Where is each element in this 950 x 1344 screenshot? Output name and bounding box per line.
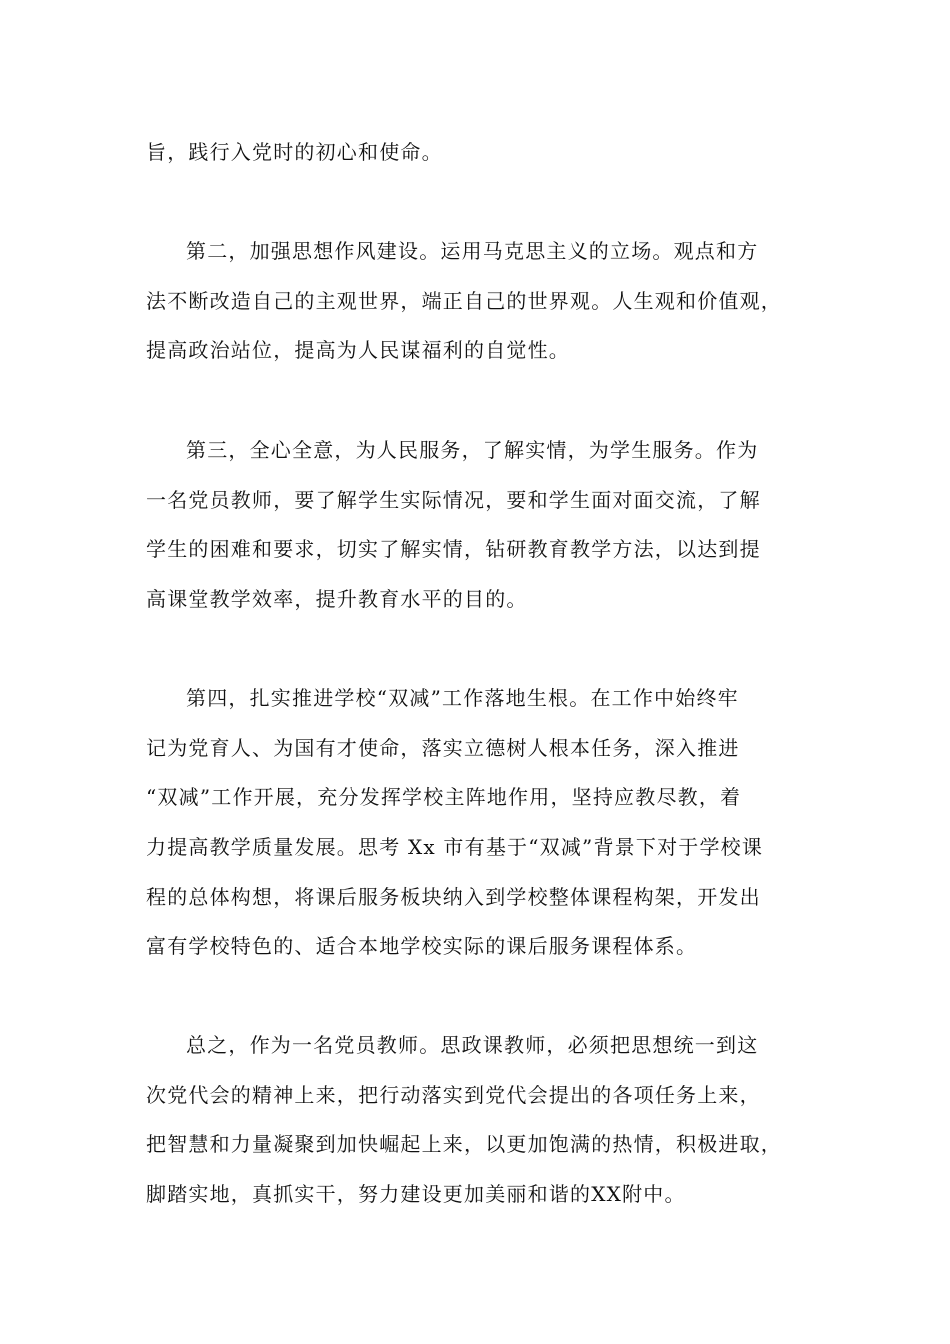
paragraph-conclusion [146,1021,826,1220]
text-line: 高课堂教学效率，提升教育水平的目的。 [146,587,528,612]
paragraph-third-point [146,426,826,625]
text-line: 第三，全心全意，为人民服务，了解实情，为学生服务。作为 [186,438,759,462]
text-line: “双减”工作开展，充分发挥学校主阵地作用，坚持应教尽教，着 [146,785,742,810]
text-line: 把智慧和力量凝聚到加快崛起上来，以更加饱满的热情，积极进取， [146,1132,782,1157]
text-line: 力提高教学质量发展。思考 Xx 市有基于“双减”背景下对于学校课 [146,835,764,860]
text-line: 富有学校特色的、适合本地学校实际的课后服务课程体系。 [146,934,698,959]
text-line: 旨，践行入党时的初心和使命。 [146,140,443,164]
paragraph-fourth-point [146,674,826,972]
text-line: 程的总体构想，将课后服务板块纳入到学校整体课程构架，开发出 [146,884,761,909]
text-line: 脚踏实地，真抓实干，努力建设更加美丽和谐的XX附中。 [146,1182,686,1207]
text-line: 次党代会的精神上来，把行动落实到党代会提出的各项任务上来， [146,1082,761,1107]
paragraph-continuation [146,128,826,178]
text-line: 记为党育人、为国有才使命，落实立德树人根本任务，深入推进 [146,735,740,760]
text-line: 第四，扎实推进学校“双减”工作落地生根。在工作中始终牢 [186,686,739,710]
text-line: 提高政治站位，提高为人民谋福利的自觉性。 [146,338,570,363]
text-line: 法不断改造自己的主观世界，端正自己的世界观。人生观和价值观， [146,288,782,313]
paragraph-second-point [146,227,826,376]
text-line: 一名党员教师，要了解学生实际情况，要和学生面对面交流，了解 [146,487,761,512]
text-line: 第二，加强思想作风建设。运用马克思主义的立场。观点和方 [186,239,759,263]
text-line: 学生的困难和要求，切实了解实情，钻研教育教学方法，以达到提 [146,537,761,562]
text-line: 总之，作为一名党员教师。思政课教师，必须把思想统一到这 [186,1033,759,1057]
